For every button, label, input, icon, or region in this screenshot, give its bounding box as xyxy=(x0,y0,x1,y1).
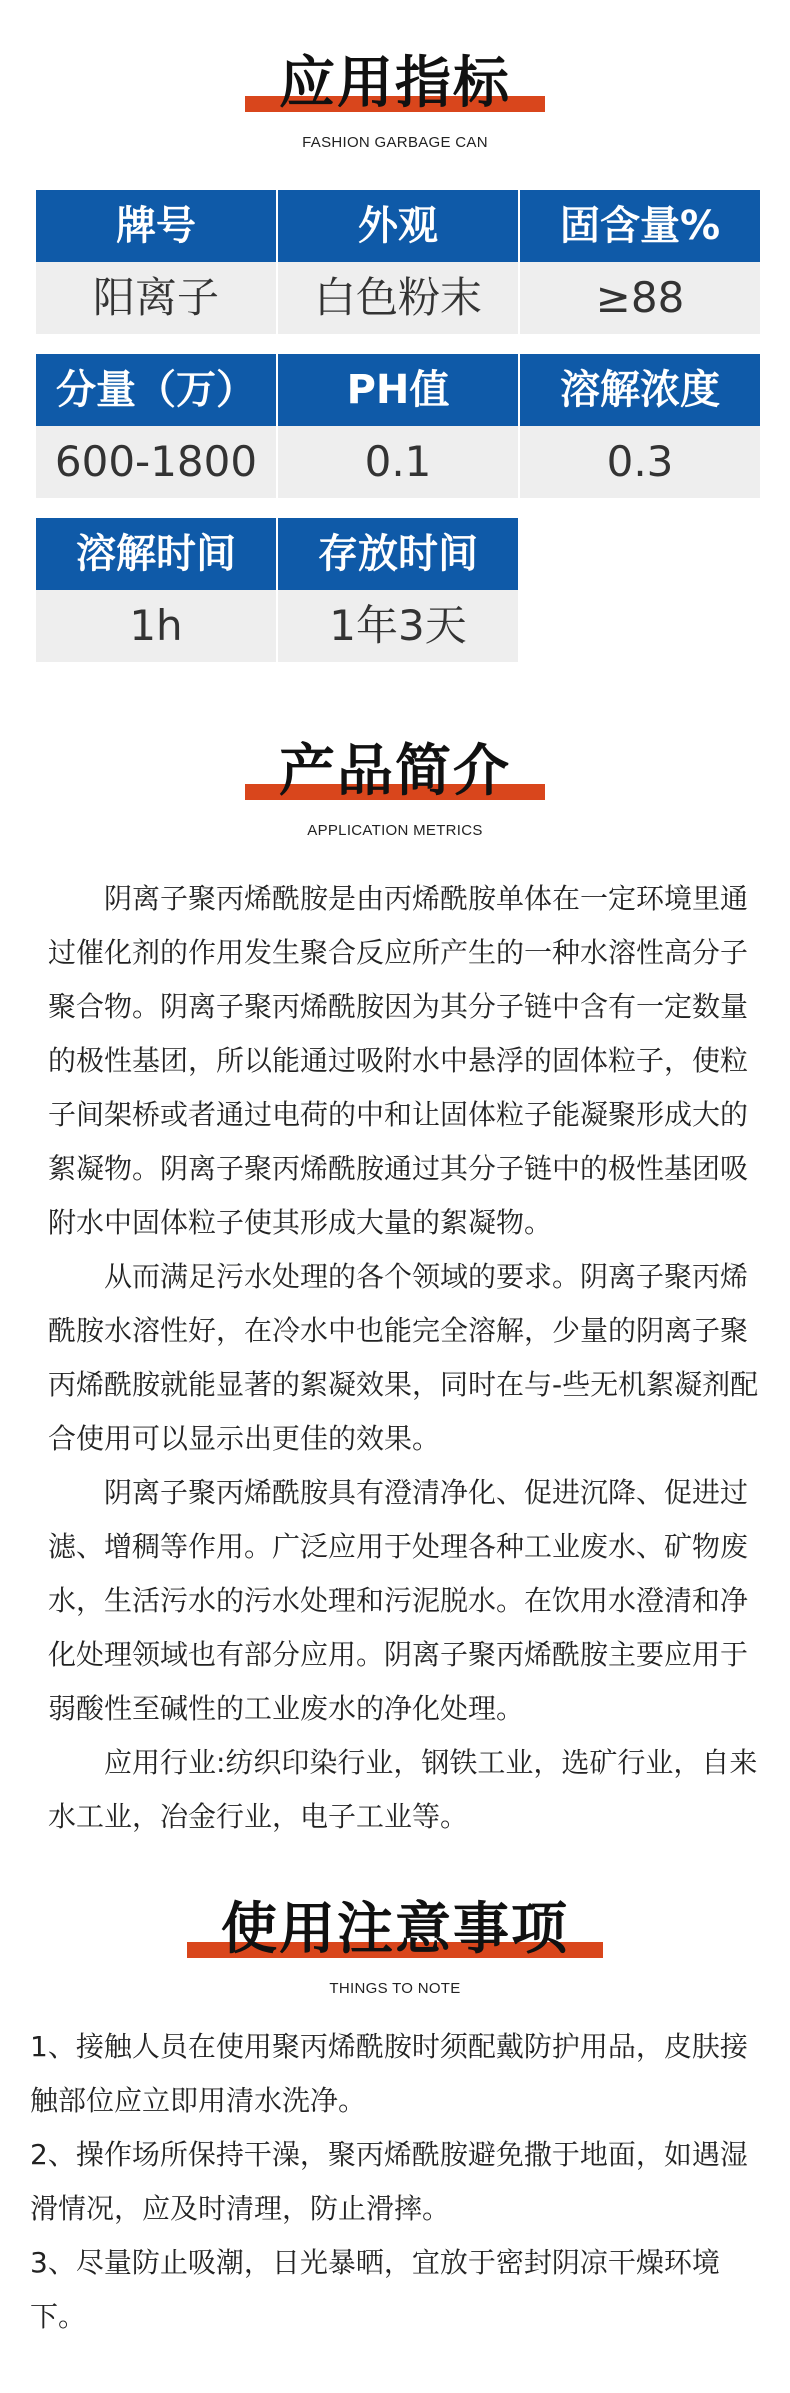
table-header-cell: 存放时间 xyxy=(277,518,518,590)
note-item: 1、接触人员在使用聚丙烯酰胺时须配戴防护用品，皮肤接触部位应立即用清水洗净。 xyxy=(30,2030,748,2117)
section-title-text: 使用注意事项 xyxy=(221,1897,569,1962)
table-header-cell: 固含量% xyxy=(519,190,760,262)
table-header-cell: 溶解时间 xyxy=(36,518,277,590)
section-header-notes xyxy=(0,1888,790,1997)
table-header-cell: 溶解浓度 xyxy=(519,354,760,426)
table-header-row xyxy=(36,354,760,426)
section-title-text: 应用指标 xyxy=(279,51,511,116)
intro-paragraph: 阴离子聚丙烯酰胺具有澄清净化、促进沉降、促进过滤、增稠等作用。广泛应用于处理各种工业废水、矿物废水，生活污水的污水处理和污泥脱水。在饮用水澄清和净化处理领域也有部分应用。阴离子聚丙烯酰胺主要应用于弱酸性至碱性的工业废水的净化处理。 xyxy=(48,1476,749,1725)
table-value-cell: 阳离子 xyxy=(36,262,277,334)
table-value-cell: 1年3天 xyxy=(277,590,518,662)
table-header-cell: PH值 xyxy=(277,354,519,426)
section-title-specs xyxy=(245,42,545,126)
spec-table-1 xyxy=(36,190,760,334)
note-item: 2、操作场所保持干澡，聚丙烯酰胺避免撒于地面，如遇湿滑情况，应及时清理，防止滑摔。 xyxy=(30,2138,748,2225)
table-value-cell: 1h xyxy=(36,590,277,662)
table-header-cell: 牌号 xyxy=(36,190,277,262)
section-title-notes xyxy=(187,1888,603,1972)
intro-paragraph: 应用行业:纺织印染行业，钢铁工业，选矿行业，自来水工业，冶金行业，电子工业等。 xyxy=(48,1746,758,1833)
intro-paragraph: 从而满足污水处理的各个领域的要求。阴离子聚丙烯酰胺水溶性好，在冷水中也能完全溶解，少量的阴离子聚丙烯酰胺就能显著的絮凝效果，同时在与-些无机絮凝剂配合使用可以显示出更佳的效果。 xyxy=(48,1260,759,1455)
section-header-intro xyxy=(0,730,790,839)
table-value-row xyxy=(36,262,760,334)
notes-list xyxy=(30,2020,770,2344)
section-subtitle: THINGS TO NOTE xyxy=(329,1980,461,1997)
table-value-row xyxy=(36,426,760,498)
table-value-row xyxy=(36,590,518,662)
table-header-row xyxy=(36,190,760,262)
intro-paragraph: 阴离子聚丙烯酰胺是由丙烯酰胺单体在一定环境里通过催化剂的作用发生聚合反应所产生的一种水溶性高分子聚合物。阴离子聚丙烯酰胺因为其分子链中含有一定数量的极性基团，所以能通过吸附水中悬浮的固体粒子，使粒子间架桥或者通过电荷的中和让固体粒子能凝聚形成大的絮凝物。阴离子聚丙烯酰胺通过其分子链中的极性基团吸附水中固体粒子使其形成大量的絮凝物。 xyxy=(48,882,749,1239)
section-title-intro xyxy=(245,730,545,814)
table-header-row xyxy=(36,518,518,590)
section-title-text: 产品简介 xyxy=(279,739,511,804)
spec-table-2 xyxy=(36,354,760,498)
table-value-cell: ≥88 xyxy=(519,262,760,334)
product-intro-body xyxy=(48,872,766,1844)
section-subtitle: FASHION GARBAGE CAN xyxy=(302,134,488,151)
table-value-cell: 白色粉末 xyxy=(277,262,519,334)
note-item: 3、尽量防止吸潮，日光暴晒，宜放于密封阴凉干燥环境下。 xyxy=(30,2246,720,2333)
spec-table-3 xyxy=(36,518,518,662)
table-value-cell: 0.1 xyxy=(277,426,519,498)
table-value-cell: 600-1800 xyxy=(36,426,277,498)
table-value-cell: 0.3 xyxy=(519,426,760,498)
section-header-specs xyxy=(0,42,790,151)
section-subtitle: APPLICATION METRICS xyxy=(307,822,483,839)
table-header-cell: 外观 xyxy=(277,190,519,262)
table-header-cell: 分量（万） xyxy=(36,354,277,426)
